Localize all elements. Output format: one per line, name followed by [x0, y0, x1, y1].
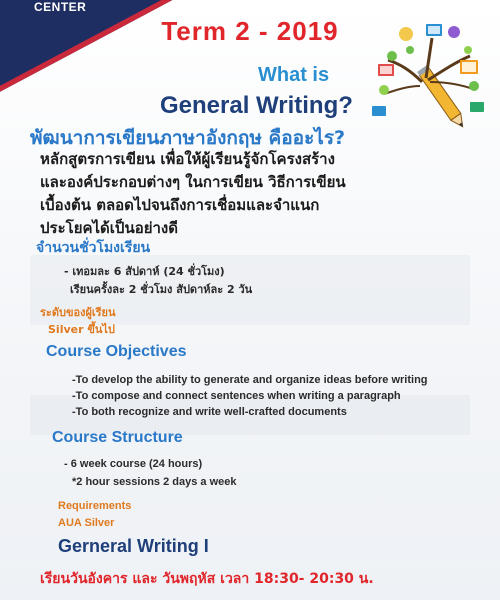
thai-description-line: เบื้องต้น ตลอดไปจนถึงการเชื่อมและจำแนก [40, 196, 320, 214]
thai-description-line: ประโยคได้เป็นอย่างดี [40, 219, 178, 237]
course-objectives-heading: Course Objectives [46, 343, 187, 360]
requirements-heading: Requirements [58, 500, 132, 512]
study-hours-line: - เทอมละ 6 สัปดาห์ (24 ชั่วโมง) [64, 265, 225, 278]
objective-item: -To both recognize and write well-crafted documents [72, 406, 347, 418]
thai-description-line: และองค์ประกอบต่างๆ ในการเขียน วิธีการเขียน [40, 173, 346, 191]
thai-description [40, 148, 420, 240]
objectives-list [72, 372, 428, 420]
what-is-heading: What is [258, 64, 330, 86]
study-hours-line: เรียนครั้งละ 2 ชั่วโมง สัปดาห์ละ 2 วัน [70, 283, 253, 296]
objective-item: -To compose and connect sentences when writing a paragraph [72, 390, 401, 402]
study-hours-heading: จำนวนชั่วโมงเรียน [36, 240, 151, 256]
course-structure-line: - 6 week course (24 hours) [64, 458, 203, 470]
thai-question-heading: พัฒนาการเขียนภาษาอังกฤษ คืออะไร? [30, 127, 346, 149]
course-name: Gerneral Writing I [58, 536, 209, 556]
requirements-value: AUA Silver [58, 517, 115, 529]
general-writing-heading: General Writing? [160, 92, 353, 119]
corner-banner [0, 0, 172, 96]
tree-pencil-illustration-icon [370, 20, 490, 140]
term-title: Term 2 - 2019 [161, 16, 339, 46]
objective-item: -To develop the ability to generate and organize ideas before writing [72, 374, 428, 386]
learner-level-value: Silver ขึ้นไป [48, 323, 115, 336]
course-structure-heading: Course Structure [52, 429, 183, 446]
learner-level-heading: ระดับของผู้เรียน [40, 306, 116, 319]
course-structure-line: *2 hour sessions 2 days a week [72, 476, 237, 488]
center-logo-label: CENTER [34, 0, 87, 14]
thai-description-line: หลักสูตรการเขียน เพื่อให้ผู้เรียนรู้จักโครงสร้าง [40, 150, 335, 168]
class-schedule: เรียนวันอังคาร และ วันพฤหัส เวลา 18:30- 20:30 น. [40, 571, 374, 587]
